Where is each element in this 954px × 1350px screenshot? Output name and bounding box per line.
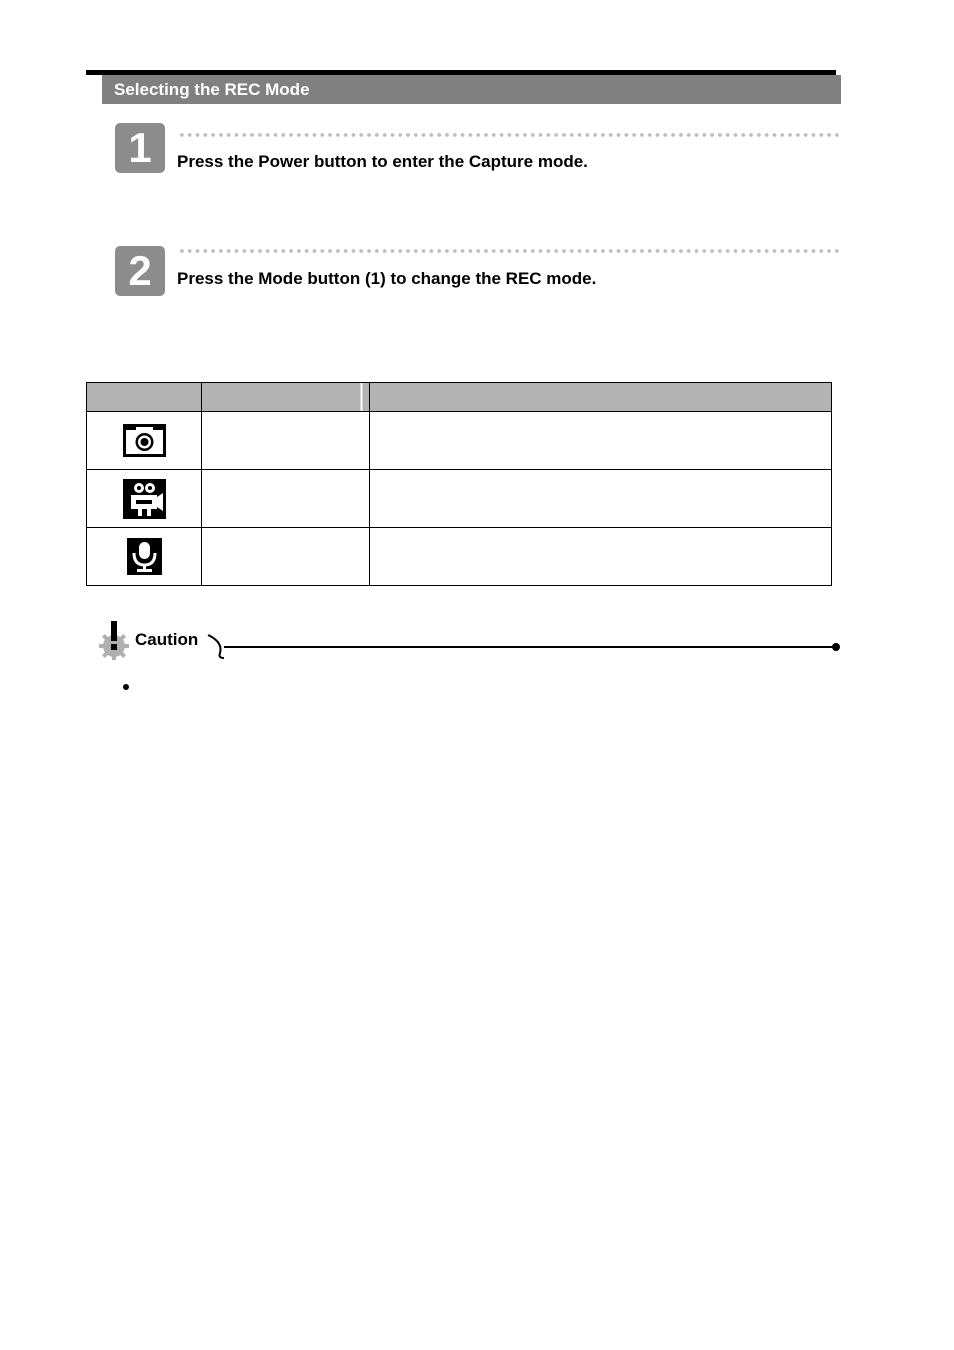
table-row <box>87 412 832 470</box>
table-cell-icon <box>87 412 202 470</box>
table-header-mode <box>202 383 370 412</box>
step-2-dotted-rule <box>178 248 840 254</box>
section-title: Selecting the REC Mode <box>102 75 841 104</box>
table-cell-icon <box>87 470 202 528</box>
table-header-icon <box>87 383 202 412</box>
camera-icon <box>123 424 166 457</box>
table-cell-icon <box>87 528 202 586</box>
table-row <box>87 528 832 586</box>
step-1-dotted-rule <box>178 132 840 138</box>
caution-label: Caution <box>135 630 199 649</box>
caution-divider <box>196 628 846 662</box>
caution-gear-icon <box>98 620 132 660</box>
rec-mode-table <box>86 382 832 586</box>
table-cell-mode <box>202 412 370 470</box>
step-1-badge: 1 <box>115 123 165 173</box>
table-header-description <box>370 383 832 412</box>
video-camera-icon <box>123 479 166 519</box>
step-2-badge: 2 <box>115 246 165 296</box>
table-cell-description <box>370 528 832 586</box>
step-1-text: Press the Power button to enter the Capture mode. <box>177 152 588 171</box>
table-cell-description <box>370 470 832 528</box>
microphone-icon <box>127 538 162 575</box>
table-cell-mode <box>202 528 370 586</box>
table-row <box>87 470 832 528</box>
table-header-row <box>87 383 832 412</box>
step-2-text: Press the Mode button (1) to change the REC mode. <box>177 269 597 288</box>
table-cell-description <box>370 412 832 470</box>
caution-bullet <box>123 684 129 690</box>
table-cell-mode <box>202 470 370 528</box>
